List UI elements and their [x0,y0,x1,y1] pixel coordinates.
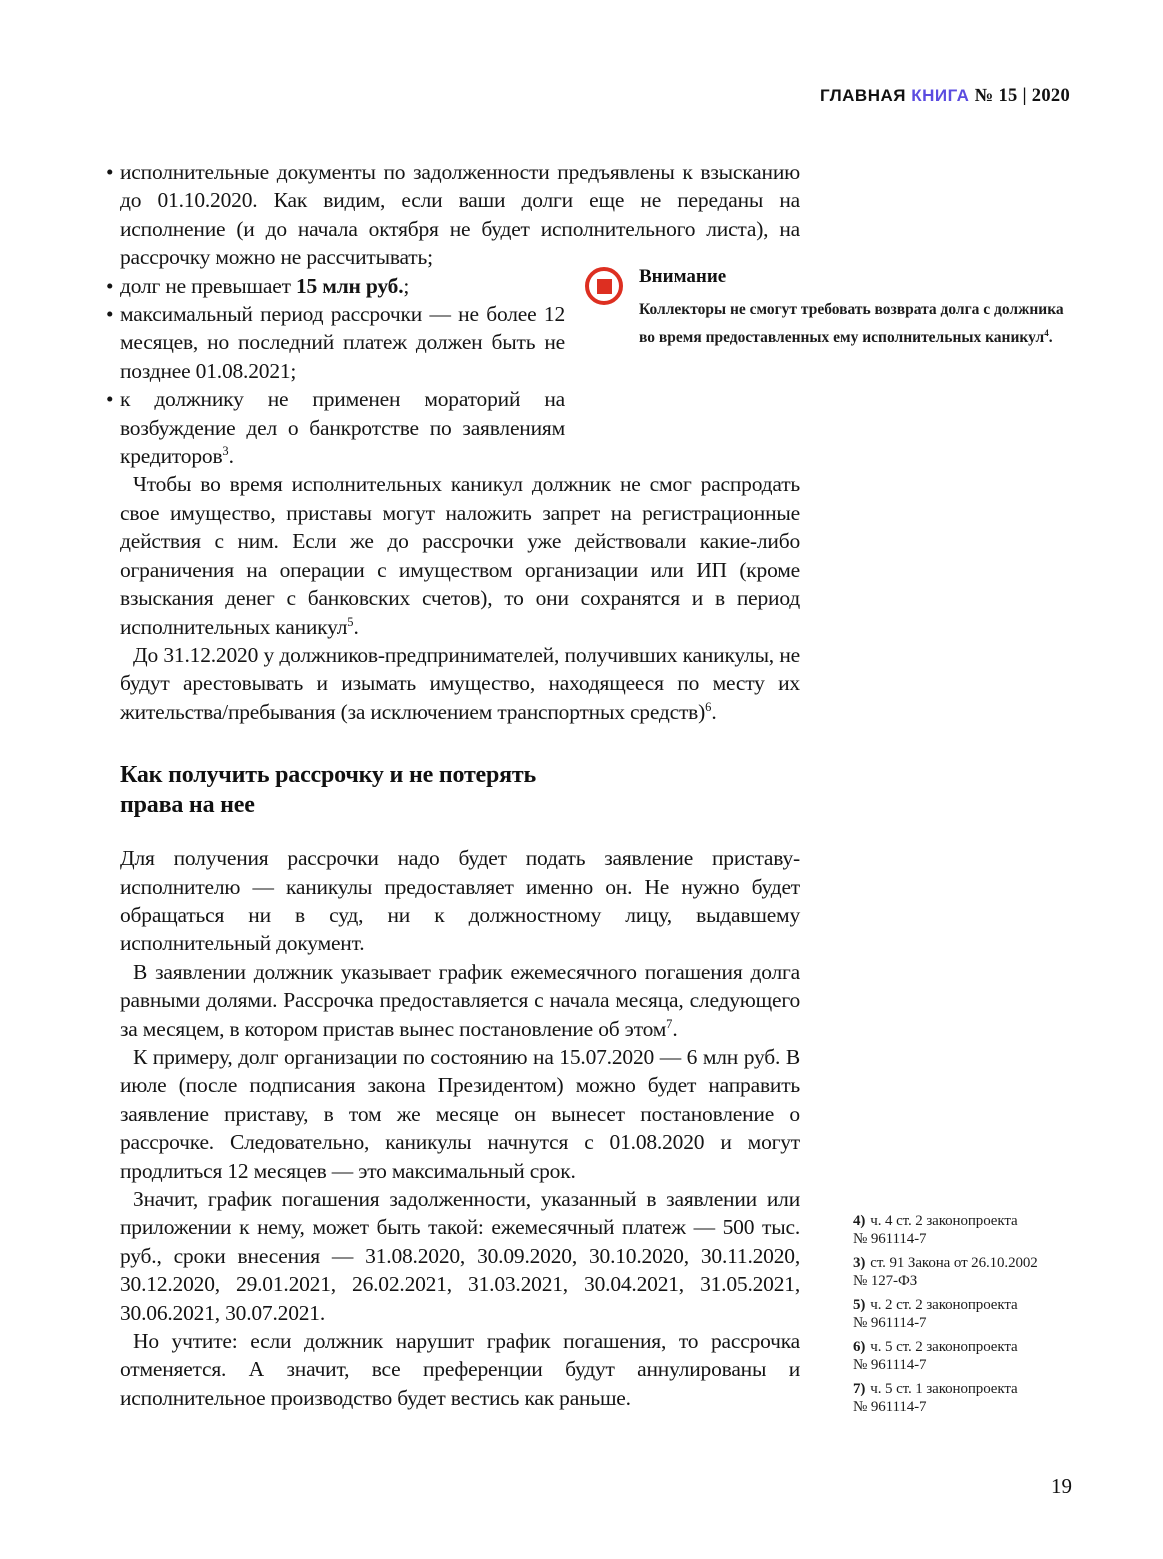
paragraph: Но учтите: если должник нарушит график погашения, то рассрочка отменяется. А значит, все преференции будут аннулированы и исполнительное производство будет вестись как раньше. [120,1329,800,1410]
footnote-text: № 961114-7 [853,1231,927,1247]
footnote-line [853,1254,1083,1272]
paragraph [120,470,800,640]
bullet-list [106,158,800,470]
footnote-ref: 7 [666,1016,673,1031]
footnote-text: № 961114-7 [853,1399,927,1415]
paragraph [120,958,800,1043]
bullet-marker: • [106,302,114,327]
brand-name-accent: КНИГА [911,86,970,105]
list-item [106,272,800,300]
footnote [853,1338,1083,1374]
footnote-ref: 3 [222,443,229,458]
brand-name-main: ГЛАВНАЯ [820,86,906,105]
bullet-marker: • [106,387,114,412]
footnote [853,1296,1083,1332]
footnote-ref: 6 [705,699,712,714]
footnote-label: 3) [853,1255,866,1271]
running-head [820,86,1070,107]
page-number: 19 [1051,1474,1072,1498]
list-item-text: исполнительные документы по задолженности предъявлены к взысканию до 01.10.2020. Как видим, если ваши долги еще не переданы на исполнение (и до начала октября не будет исполнительного листа), на рассрочку можно не рассчитывать; [120,160,800,270]
footnote-ref: 4 [1044,327,1049,338]
footnote-label: 7) [853,1381,866,1397]
list-item-text: к должнику не применен мораторий на возбуждение дел о банкротстве по заявлениям кредиторов [120,387,565,469]
paragraph: К примеру, долг организации по состоянию на 15.07.2020 — 6 млн руб. В июле (после подписания закона Президентом) можно будет направить заявление приставу, в том же месяце он вынесет постановление о рассрочке. Следовательно, каникулы начнутся с 01.08.2020 и могут продлиться 12 месяцев — это максимальный срок. [120,1044,800,1183]
list-item-text: максимальный период рассрочки — не более 12 месяцев, но последний платеж должен быть не позднее 01.08.2021; [120,302,565,383]
footnote-line [853,1212,1083,1230]
paragraph-text: Чтобы во время исполнительных каникул должник не смог распродать свое имущество, приставы могут наложить запрет на регистрационные действия с ним. Если же до рассрочки уже действовали какие-либо ограничения на операции с имуществом организации или ИП (кроме взыскания денег с банковских счетов), то они сохранятся и в период исполнительных каникул [120,472,800,639]
bullet-marker: • [106,273,114,298]
footnote [853,1380,1083,1416]
footnote [853,1212,1083,1248]
callout-title: Внимание [639,266,727,287]
footnote-line [853,1296,1083,1314]
paragraph-text: В заявлении должник указывает график ежемесячного погашения долга равными долями. Рассрочка предоставляется с начала месяца, следующего за месяцем, в котором пристав вынес постановление об этом [120,959,800,1041]
paragraph-text: . [711,699,717,724]
list-item [106,158,800,272]
paragraph: Для получения рассрочки надо будет подать заявление приставу-исполнителю — каникулы предоставляет именно он. Не нужно будет обращаться ни в суд, ни к должностному лицу, выдавшему исполнительный документ. [120,846,800,956]
footnote-label: 6) [853,1339,866,1355]
list-item-text: . [228,444,234,469]
paragraph [120,641,800,726]
paragraph-text: . [672,1016,678,1041]
list-item [106,385,800,470]
footnote-text: ст. 91 Закона от 26.10.2002 [870,1255,1038,1271]
footnote-label: 5) [853,1297,866,1313]
paragraph-text: . [353,614,359,639]
paragraph-text: До 31.12.2020 у должников-предпринимателей, получивших каникулы, не будут арестовывать и изымать имущество, находящееся по месту их жительства/пребывания (за исключением транспортных средств) [120,642,800,724]
footnote-text: № 127-ФЗ [853,1273,918,1289]
footnote-text: ч. 4 ст. 2 законопроекта [870,1213,1018,1229]
issue-number: № 15 | 2020 [974,86,1070,106]
list-item-bold: 15 млн руб. [295,273,404,298]
bullet-marker: • [106,160,114,184]
footnote-text: ч. 5 ст. 1 законопроекта [870,1381,1018,1397]
footnote-line [853,1380,1083,1398]
section-heading-line2: права на нее [120,792,255,819]
callout-text-period: . [1048,328,1053,346]
callout-text-span: Коллекторы не смогут требовать возврата долга с должника во время предоставленных ему исполнительных каникул [639,301,1064,346]
footnote-text: № 961114-7 [853,1357,927,1373]
list-item-text: долг не превышает [120,273,296,298]
footnote-line [853,1338,1083,1356]
section-heading-line1: Как получить рассрочку и не потерять [120,762,537,789]
footnote-text: ч. 5 ст. 2 законопроекта [870,1339,1018,1355]
footnote-text: ч. 2 ст. 2 законопроекта [870,1297,1018,1313]
list-item-text: ; [403,273,410,298]
section-heading [120,760,800,820]
footnotes [853,1212,1083,1422]
paragraph: Значит, график погашения задолженности, указанный в заявлении или приложении к нему, может быть такой: ежемесячный платеж — 500 тыс. руб., сроки внесения — 31.08.2020, 30.09.2020, 30.10.2020, 30.11.2020, 30.12.2020, 29.01.2021, 26.02.2021, 31.03.2021, 30.04.2021, 31.05.2021, 30.06.2021, 30.07.2021. [120,1187,800,1325]
footnote-text: № 961114-7 [853,1315,927,1331]
list-item [106,300,800,385]
footnote-label: 4) [853,1213,866,1229]
footnote-ref: 5 [347,614,354,629]
footnote [853,1254,1083,1290]
